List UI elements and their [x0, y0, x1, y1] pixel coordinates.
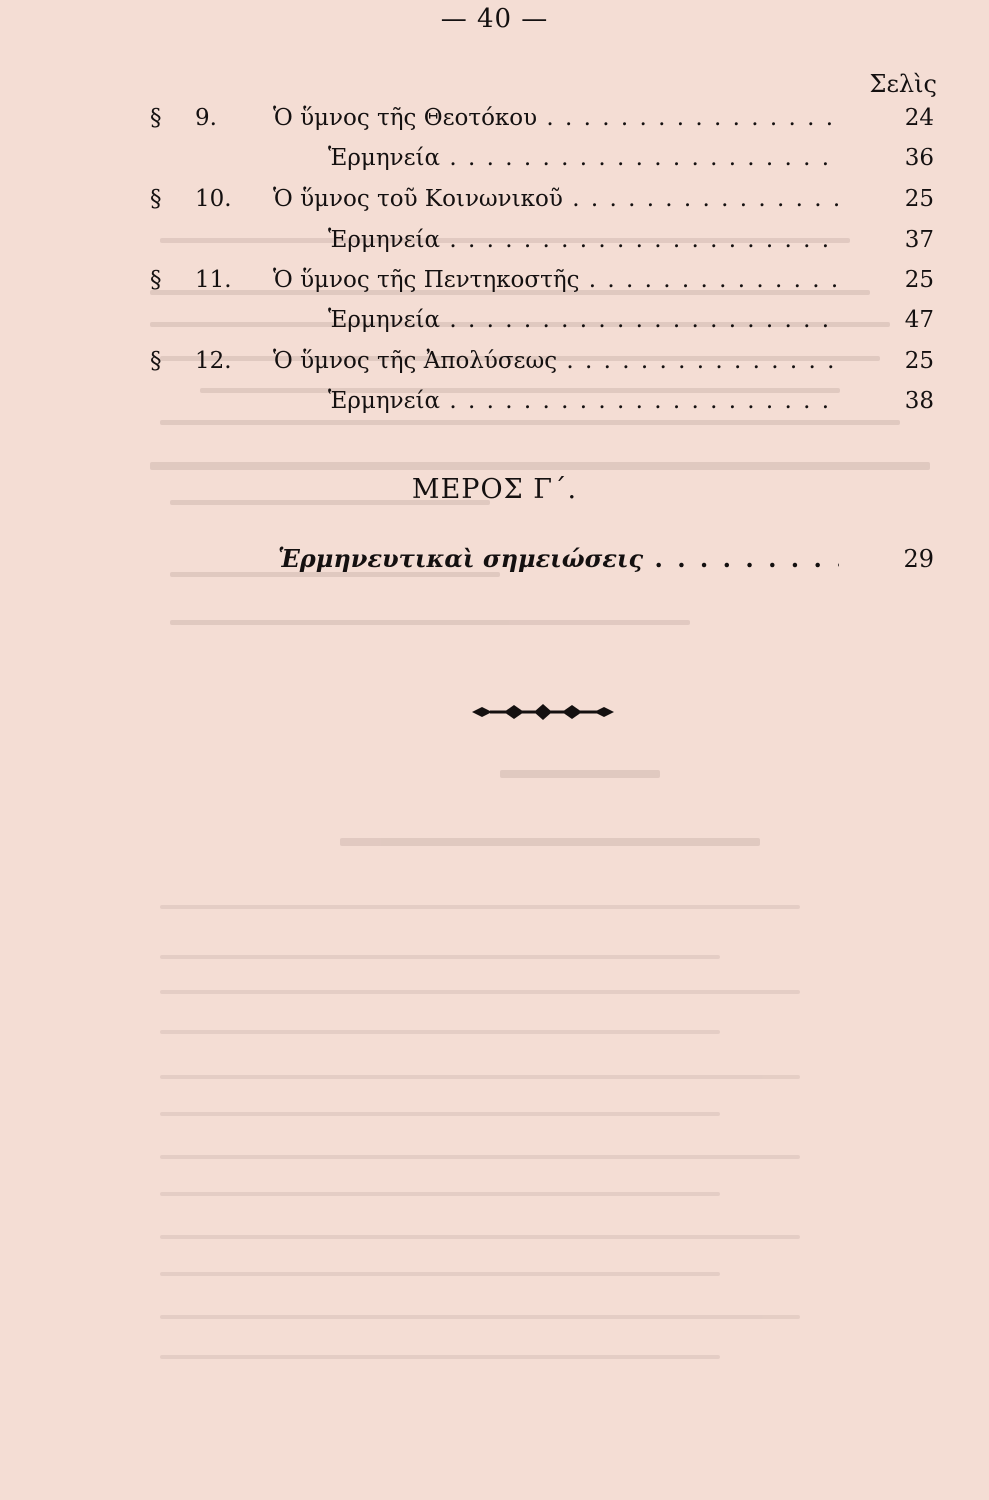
toc-entry-title: Ὁ ὕμνος τοῦ Κοινωνικοῦ . . . — [273, 181, 839, 217]
section-number: 11. — [195, 267, 232, 293]
page-number: — 40 — — [440, 4, 549, 34]
toc-page-ref: 25 — [904, 348, 934, 374]
toc-page-ref: 24 — [904, 105, 934, 131]
toc-entry-title: Ἑρμηνεία . . . — [328, 383, 839, 419]
toc-row — [0, 181, 989, 217]
toc-entry-title: Ἑρμηνεία . . . — [328, 222, 839, 258]
toc-row — [0, 140, 989, 176]
section-number: 9. — [195, 105, 217, 131]
page-column-header: Σελὶς — [869, 70, 937, 98]
section-sign: § — [150, 348, 162, 374]
section-sign: § — [150, 105, 162, 131]
toc-page-ref: 37 — [904, 227, 934, 253]
notes-title: Ἑρμηνευτικαὶ σημειώσεις . . . — [278, 540, 839, 578]
ornament-divider — [470, 700, 615, 724]
toc-page-ref: 47 — [904, 307, 934, 333]
section-sign: § — [150, 186, 162, 212]
toc-entry-title: Ὁ ὕμνος τῆς Πεντηκοστῆς . . . — [273, 262, 839, 298]
toc-entry-title: Ἑρμηνεία . . . — [328, 302, 839, 338]
toc-row — [0, 302, 989, 338]
part-heading: ΜΕΡΟΣ Γ΄. — [411, 474, 578, 505]
toc-row — [0, 383, 989, 419]
toc-page-ref: 38 — [904, 388, 934, 414]
toc-entry-title: Ὁ ὕμνος τῆς Θεοτόκου . . . — [273, 100, 839, 136]
toc-entry-title: Ἑρμηνεία . . . — [328, 140, 839, 176]
section-number: 12. — [195, 348, 232, 374]
toc-row — [0, 100, 989, 136]
toc-page-ref: 25 — [904, 267, 934, 293]
toc-page-ref: 25 — [904, 186, 934, 212]
toc-row — [0, 343, 989, 379]
toc-row — [0, 262, 989, 298]
section-sign: § — [150, 267, 162, 293]
notes-entry — [0, 540, 989, 578]
notes-page-ref: 29 — [903, 545, 934, 573]
toc-entry-title: Ὁ ὕμνος τῆς Ἀπολύσεως . . . — [273, 343, 839, 379]
section-number: 10. — [195, 186, 232, 212]
toc-page-ref: 36 — [904, 145, 934, 171]
toc-row — [0, 222, 989, 258]
